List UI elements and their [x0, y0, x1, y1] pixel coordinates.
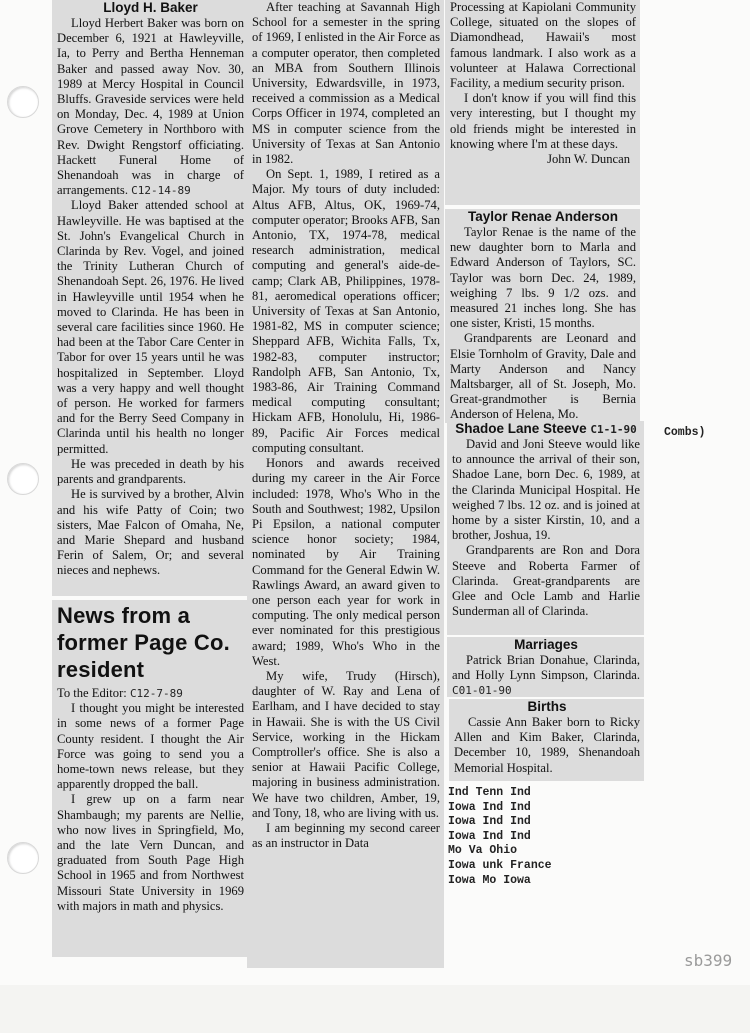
- taylor-paragraph: Taylor Renae is the name of the new daughter born to Marla and Edward Anderson of Taylors, SC. Taylor was born Dec. 24, 1989, weighing 7 lbs. 9 1/2 ozs. and measured 21 inches long. She has one sister, Kristi, 15 months.: [450, 225, 636, 331]
- baker-obituary-clipping: [52, 0, 247, 596]
- duncan-signature: John W. Duncan: [547, 152, 630, 167]
- marriages-title: Marriages: [514, 637, 578, 652]
- birthplace-row: Mo Va Ohio: [448, 844, 518, 858]
- birthplace-row: Iowa Mo Iowa: [448, 873, 531, 887]
- news-paragraph: I thought you might be interested in some news of a former Page County resident. I thought the Air Force was going to send you a home-town news release, but they apparently dropped the ball.: [57, 701, 244, 792]
- handwritten-date: C12-7-89: [129, 687, 183, 700]
- marriages-clipping: [447, 637, 644, 697]
- duncan-paragraph: After teaching at Savannah High School for a semester in the spring of 1969, I enlisted in the Air Force as a computer operator, then completed an MBA from Southern Illinois University, Edwardsville, in 1973, received a commission as a Medical Corps Officer in 1974, completed an MS in computer science from the University of Texas at San Antonio in 1982.: [252, 0, 440, 167]
- birthplace-list: [448, 786, 552, 888]
- duncan-paragraph: I am beginning my second career as an instructor in Data: [252, 820, 440, 851]
- taylor-birth-clipping: [445, 209, 640, 423]
- births-title: Births: [527, 699, 567, 714]
- baker-paragraph: Lloyd Baker attended school at Hawleyville. He was baptised at the St. John's Evangelical Church in Clarinda by Rev. Vogel, and joined the Trinity Lutheran Church of Shenandoah Sept. 26, 1976. He lived in Hawleyville until 1954 when he moved to Clarinda. He has been in several care facilities since 1960. He had been at the Tabor Care Center in Tabor for over 15 years until he was hospitalized in September. Lloyd was a very happy and well thought of person. He worked for farmers and for the Berry Seed Company in Clarinda until his health no longer permitted.: [57, 198, 244, 456]
- binder-hole: [7, 842, 39, 874]
- births-text: Cassie Ann Baker born to Ricky Allen and Kim Baker, Clarinda, December 10, 1989, Shenandoah Memorial Hospital.: [454, 715, 640, 775]
- birthplace-row: Iowa Ind Ind: [448, 829, 531, 843]
- duncan-paragraph: Honors and awards received during my career in the Air Force included: 1978, Who's Who in the South and Southwest; 1982, Upsilon Pi Epsilon, a national computer science honor society; 1984, nominated by Air Training Command for the General Edwin W. Rawlings Award, an award given to one person each year for work in computing. The only medical person ever nominated for this prestigious award; 1989, Who's Who in the West.: [252, 456, 440, 668]
- handwritten-date: C01-01-90: [452, 684, 512, 697]
- combs-label: Combs): [664, 426, 706, 439]
- taylor-title: Taylor Renae Anderson: [467, 209, 619, 224]
- duncan-paragraph: My wife, Trudy (Hirsch), daughter of W. Ray and Lena of Earlham, and I have decided to stay in Hawaii. She is with the US Civil Service, working in the Hickam Comptroller's office. She is also a senior at Hawaii Pacific College, majoring in business administration. We have two children, Amber, 19, and Tony, 18, who are living with us.: [252, 668, 440, 820]
- duncan-letter-ending: [445, 0, 640, 205]
- birthplace-row: Ind Tenn Ind: [448, 786, 531, 799]
- duncan-letter-continuation: [247, 0, 444, 968]
- births-clipping: [449, 699, 644, 781]
- binder-hole: [7, 463, 39, 495]
- binder-hole: [7, 86, 39, 118]
- page-number: sb399: [684, 951, 733, 970]
- shadoe-title: Shadoe Lane Steeve C1-1-90: [455, 421, 637, 436]
- marriages-text: Patrick Brian Donahue, Clarinda, and Holly Lynn Simpson, Clarinda. C01-01-90: [452, 653, 640, 697]
- shadoe-paragraph: David and Joni Steeve would like to announce the arrival of their son, Shadoe Lane, born Dec. 6, 1989, at the Clarinda Municipal Hospital. He weighed 7 lbs. 12 oz. and is joined at home by a sister Kirstin, 10, and a brother, Joshua, 19.: [452, 437, 640, 543]
- taylor-paragraph: Grandparents are Leonard and Elsie Tornholm of Gravity, Dale and Marty Anderson and Nancy Maltsbarger, all of St. Joseph, Mo. Great-grandmother is Bernia Anderson of Helena, Mo.: [450, 331, 636, 422]
- handwritten-date: C1-1-90: [590, 423, 637, 436]
- handwritten-date: C12-14-89: [131, 184, 191, 198]
- baker-title: Lloyd H. Baker: [103, 0, 198, 15]
- shadoe-birth-clipping: [447, 421, 644, 635]
- shadoe-paragraph: Grandparents are Ron and Dora Steeve and Roberta Farmer of Clarinda. Great-grandparents are Glee and Ocle Lamb and Harlie Sunderman all of Clarinda.: [452, 543, 640, 619]
- news-paragraph: I grew up on a farm near Shambaugh; my parents are Nellie, who now lives in Springfield, Mo, and the late Vern Duncan, and graduated from South Page High School in 1965 and from Northwest Missouri State University in 1969 with majors in math and physics.: [57, 792, 244, 913]
- duncan-paragraph: On Sept. 1, 1989, I retired as a Major. My tours of duty included: Altus AFB, Altus, OK, 1969-74, computer operator; Brooks AFB, San Antonio, TX, 1974-78, medical research administration, medical computing and general's aide-de-camp; Clark AB, Philippines, 1978-81, aeromedical operations officer; University of Texas at San Antonio, 1981-82, MS in computer science; Sheppard AFB, Wichita Falls, Tx, 1982-83, computer instructor; Randolph AFB, San Antonio, Tx, 1983-86, Air Training Command medical computing consultant; Hickam AFB, Honolulu, Hi, 1986-89, Pacific Air Forces medical computing consultant.: [252, 167, 440, 455]
- news-letter-clipping: [52, 600, 247, 957]
- baker-paragraph: Lloyd Herbert Baker was born on December 6, 1921 at Hawleyville, Ia, to Perry and Bertha Henneman Baker and passed away Nov. 30, 1989 at Mercy Hospital in Council Bluffs. Graveside services were held on Monday, Dec. 4, 1989 at Union Grove Cemetery in Northboro with Rev. Dwight Rengstorf officiating. Hackett Funeral Home of Shenandoah was in charge of arrangements. C12-14-89: [57, 16, 244, 198]
- birthplace-row: Iowa unk France: [448, 858, 552, 872]
- baker-paragraph: He is survived by a brother, Alvin and his wife Patty of Coin; two sisters, Mae Falcon of Omaha, Ne, and Marie Shepard and husband Ferin of Salem, Or; and several nieces and nephews.: [57, 487, 244, 578]
- birthplace-row: Iowa Ind Ind: [448, 800, 531, 814]
- news-salutation: To the Editor: C12-7-89: [57, 686, 183, 700]
- birthplace-row: Iowa Ind Ind: [448, 815, 531, 829]
- baker-paragraph: He was preceded in death by his parents and grandparents.: [57, 456, 244, 487]
- duncan-paragraph: I don't know if you will find this very interesting, but I thought my old friends might be interested in knowing where I'm at these days.: [450, 91, 636, 151]
- news-headline: News from a former Page Co. resident: [57, 603, 230, 682]
- duncan-paragraph: Processing at Kapiolani Community College, situated on the slopes of Diamondhead, Hawaii's most famous landmark. I also work as a volunteer at Halawa Correctional Facility, a medium security prison.: [450, 0, 636, 91]
